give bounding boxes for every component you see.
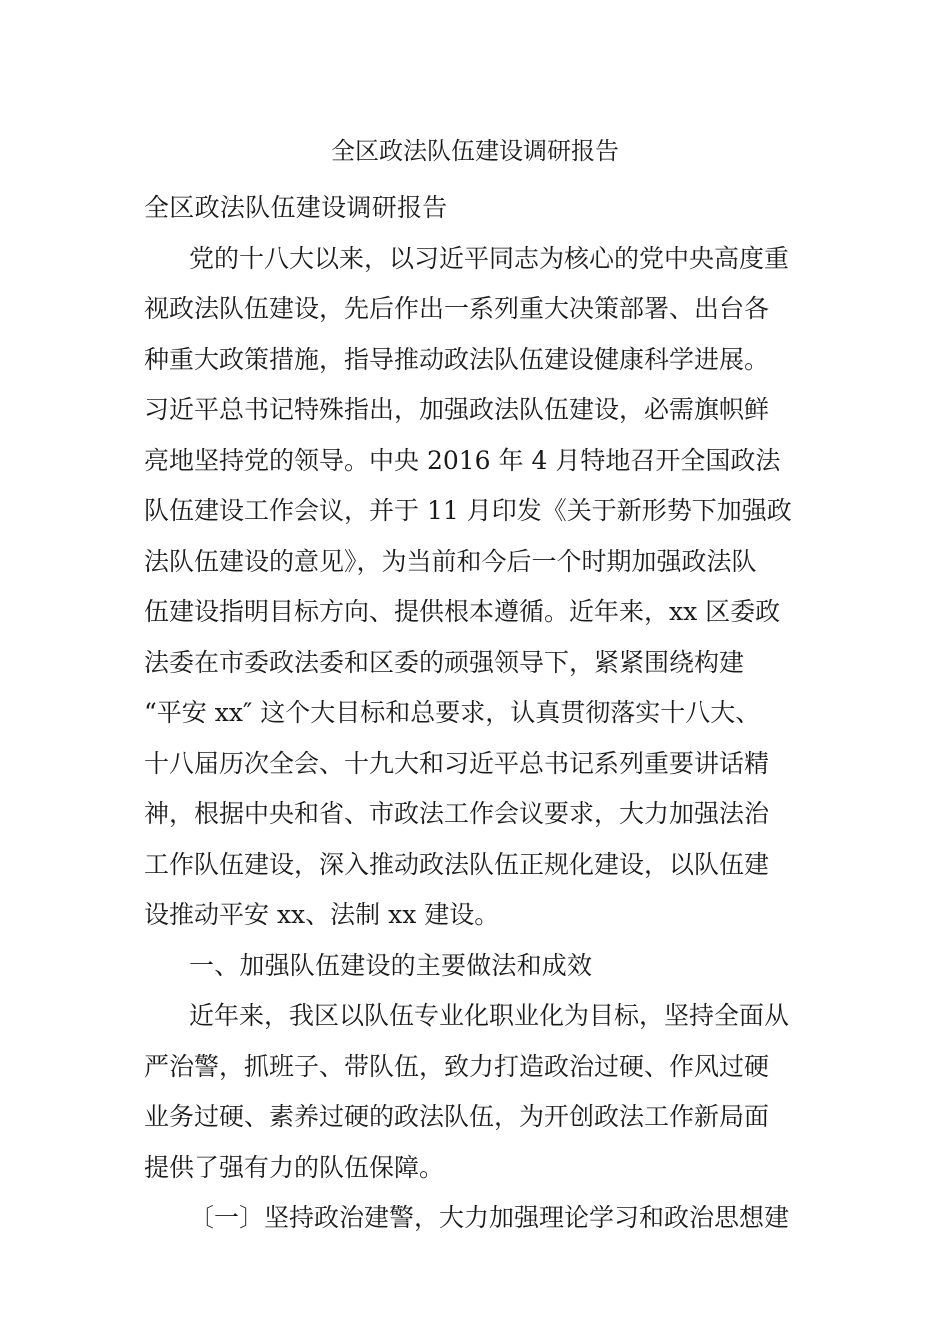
paragraph-line: 业务过硬、素养过硬的政法队伍，为开创政法工作新局面 xyxy=(144,1102,770,1131)
paragraph-line: 视政法队伍建设，先后作出一系列重大决策部署、出台各 xyxy=(144,294,770,323)
paragraph-line: 习近平总书记特殊指出，加强政法队伍建设，必需旗帜鲜 xyxy=(144,395,770,424)
paragraph-line: 神，根据中央和省、市政法工作会议要求，大力加强法治 xyxy=(144,799,770,828)
paragraph-line: 近年来，我区以队伍专业化职业化为目标，坚持全面从 xyxy=(189,1001,790,1030)
paragraph-line: 种重大政策措施，指导推动政法队伍建设健康科学进展。 xyxy=(144,344,770,374)
paragraph-line: 亮地坚持党的领导。中央 2016 年 4 月特地召开全国政法 xyxy=(144,445,781,475)
section-heading: 一、加强队伍建设的主要做法和成效 xyxy=(189,950,593,980)
document-title: 全区政法队伍建设调研报告 xyxy=(331,137,619,165)
paragraph-line: 伍建设指明目标方向、提供根本遵循。近年来，xx 区委政 xyxy=(144,597,781,626)
paragraph-line: 严治警，抓班子、带队伍，致力打造政治过硬、作风过硬 xyxy=(144,1051,770,1081)
paragraph-line: 提供了强有力的队伍保障。 xyxy=(144,1152,445,1182)
paragraph-line: 十八届历次全会、十九大和习近平总书记系列重要讲话精 xyxy=(144,748,770,778)
subtitle-line: 全区政法队伍建设调研报告 xyxy=(144,193,448,222)
paragraph-line: 党的十八大以来，以习近平同志为核心的党中央高度重 xyxy=(189,243,790,273)
paragraph-line: 法委在市委政法委和区委的顽强领导下，紧紧围绕构建 xyxy=(144,647,745,677)
document-body xyxy=(144,183,812,1244)
subsection-heading: 〔一〕坚持政治建警，大力加强理论学习和政治思想建 xyxy=(189,1203,790,1232)
paragraph-line: 法队伍建设的意见》，为当前和今后一个时期加强政法队 xyxy=(144,546,757,576)
paragraph-line: “平安 xx″ 这个大目标和总要求，认真贯彻落实十八大、 xyxy=(144,698,761,727)
paragraph-line: 工作队伍建设，深入推动政法队伍正规化建设，以队伍建 xyxy=(144,849,770,879)
paragraph-line: 队伍建设工作会议，并于 11 月印发《关于新形势下加强政 xyxy=(144,496,792,525)
paragraph-line: 设推动平安 xx、法制 xx 建设。 xyxy=(144,900,500,929)
